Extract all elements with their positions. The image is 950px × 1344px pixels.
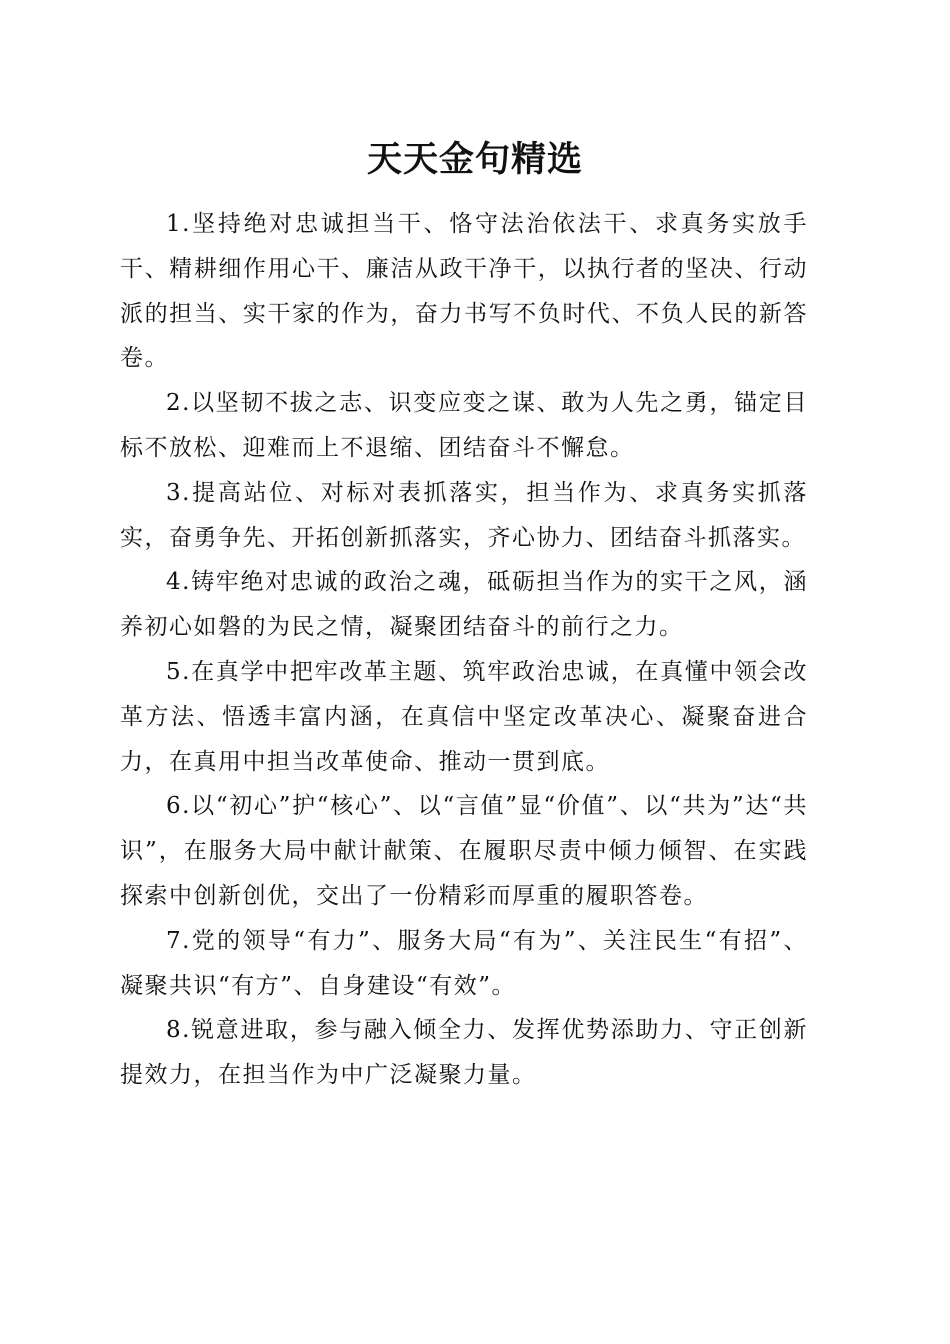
paragraph-1: 1.坚持绝对忠诚担当干、恪守法治依法干、求真务实放手干、精耕细作用心干、廉洁从政干净干，以执行者的坚决、行动派的担当、实干家的作为，奋力书写不负时代、不负人民的新答卷。 [120,211,808,372]
paragraph-4: 4.铸牢绝对忠诚的政治之魂，砥砺担当作为的实干之风，涵养初心如磐的为民之情，凝聚团结奋斗的前行之力。 [120,569,808,641]
paragraph-7: 7.党的领导“有力”、服务大局“有为”、关注民生“有招”、凝聚共识“有方”、自身建设“有效”。 [120,927,808,999]
paragraph-5: 5.在真学中把牢改革主题、筑牢政治忠诚，在真懂中领会改革方法、悟透丰富内涵，在真信中坚定改革决心、凝聚奋进合力，在真用中担当改革使命、推动一贯到底。 [120,658,808,775]
document-body [120,202,808,1098]
paragraph-8: 8.锐意进取，参与融入倾全力、发挥优势添助力、守正创新提效力，在担当作为中广泛凝聚力量。 [120,1017,808,1089]
paragraph-2: 2.以坚韧不拔之志、识变应变之谋、敢为人先之勇，锚定目标不放松、迎难而上不退缩、团结奋斗不懈怠。 [120,390,808,461]
paragraph-6: 6.以“初心”护“核心”、以“言值”显“价值”、以“共为”达“共识”，在服务大局中献计献策、在履职尽责中倾力倾智、在实践探索中创新创优，交出了一份精彩而厚重的履职答卷。 [120,793,808,909]
page-title: 天天金句精选 [366,139,583,180]
paragraph-3: 3.提高站位、对标对表抓落实，担当作为、求真务实抓落实，奋勇争先、开拓创新抓落实，齐心协力、团结奋斗抓落实。 [120,479,808,551]
